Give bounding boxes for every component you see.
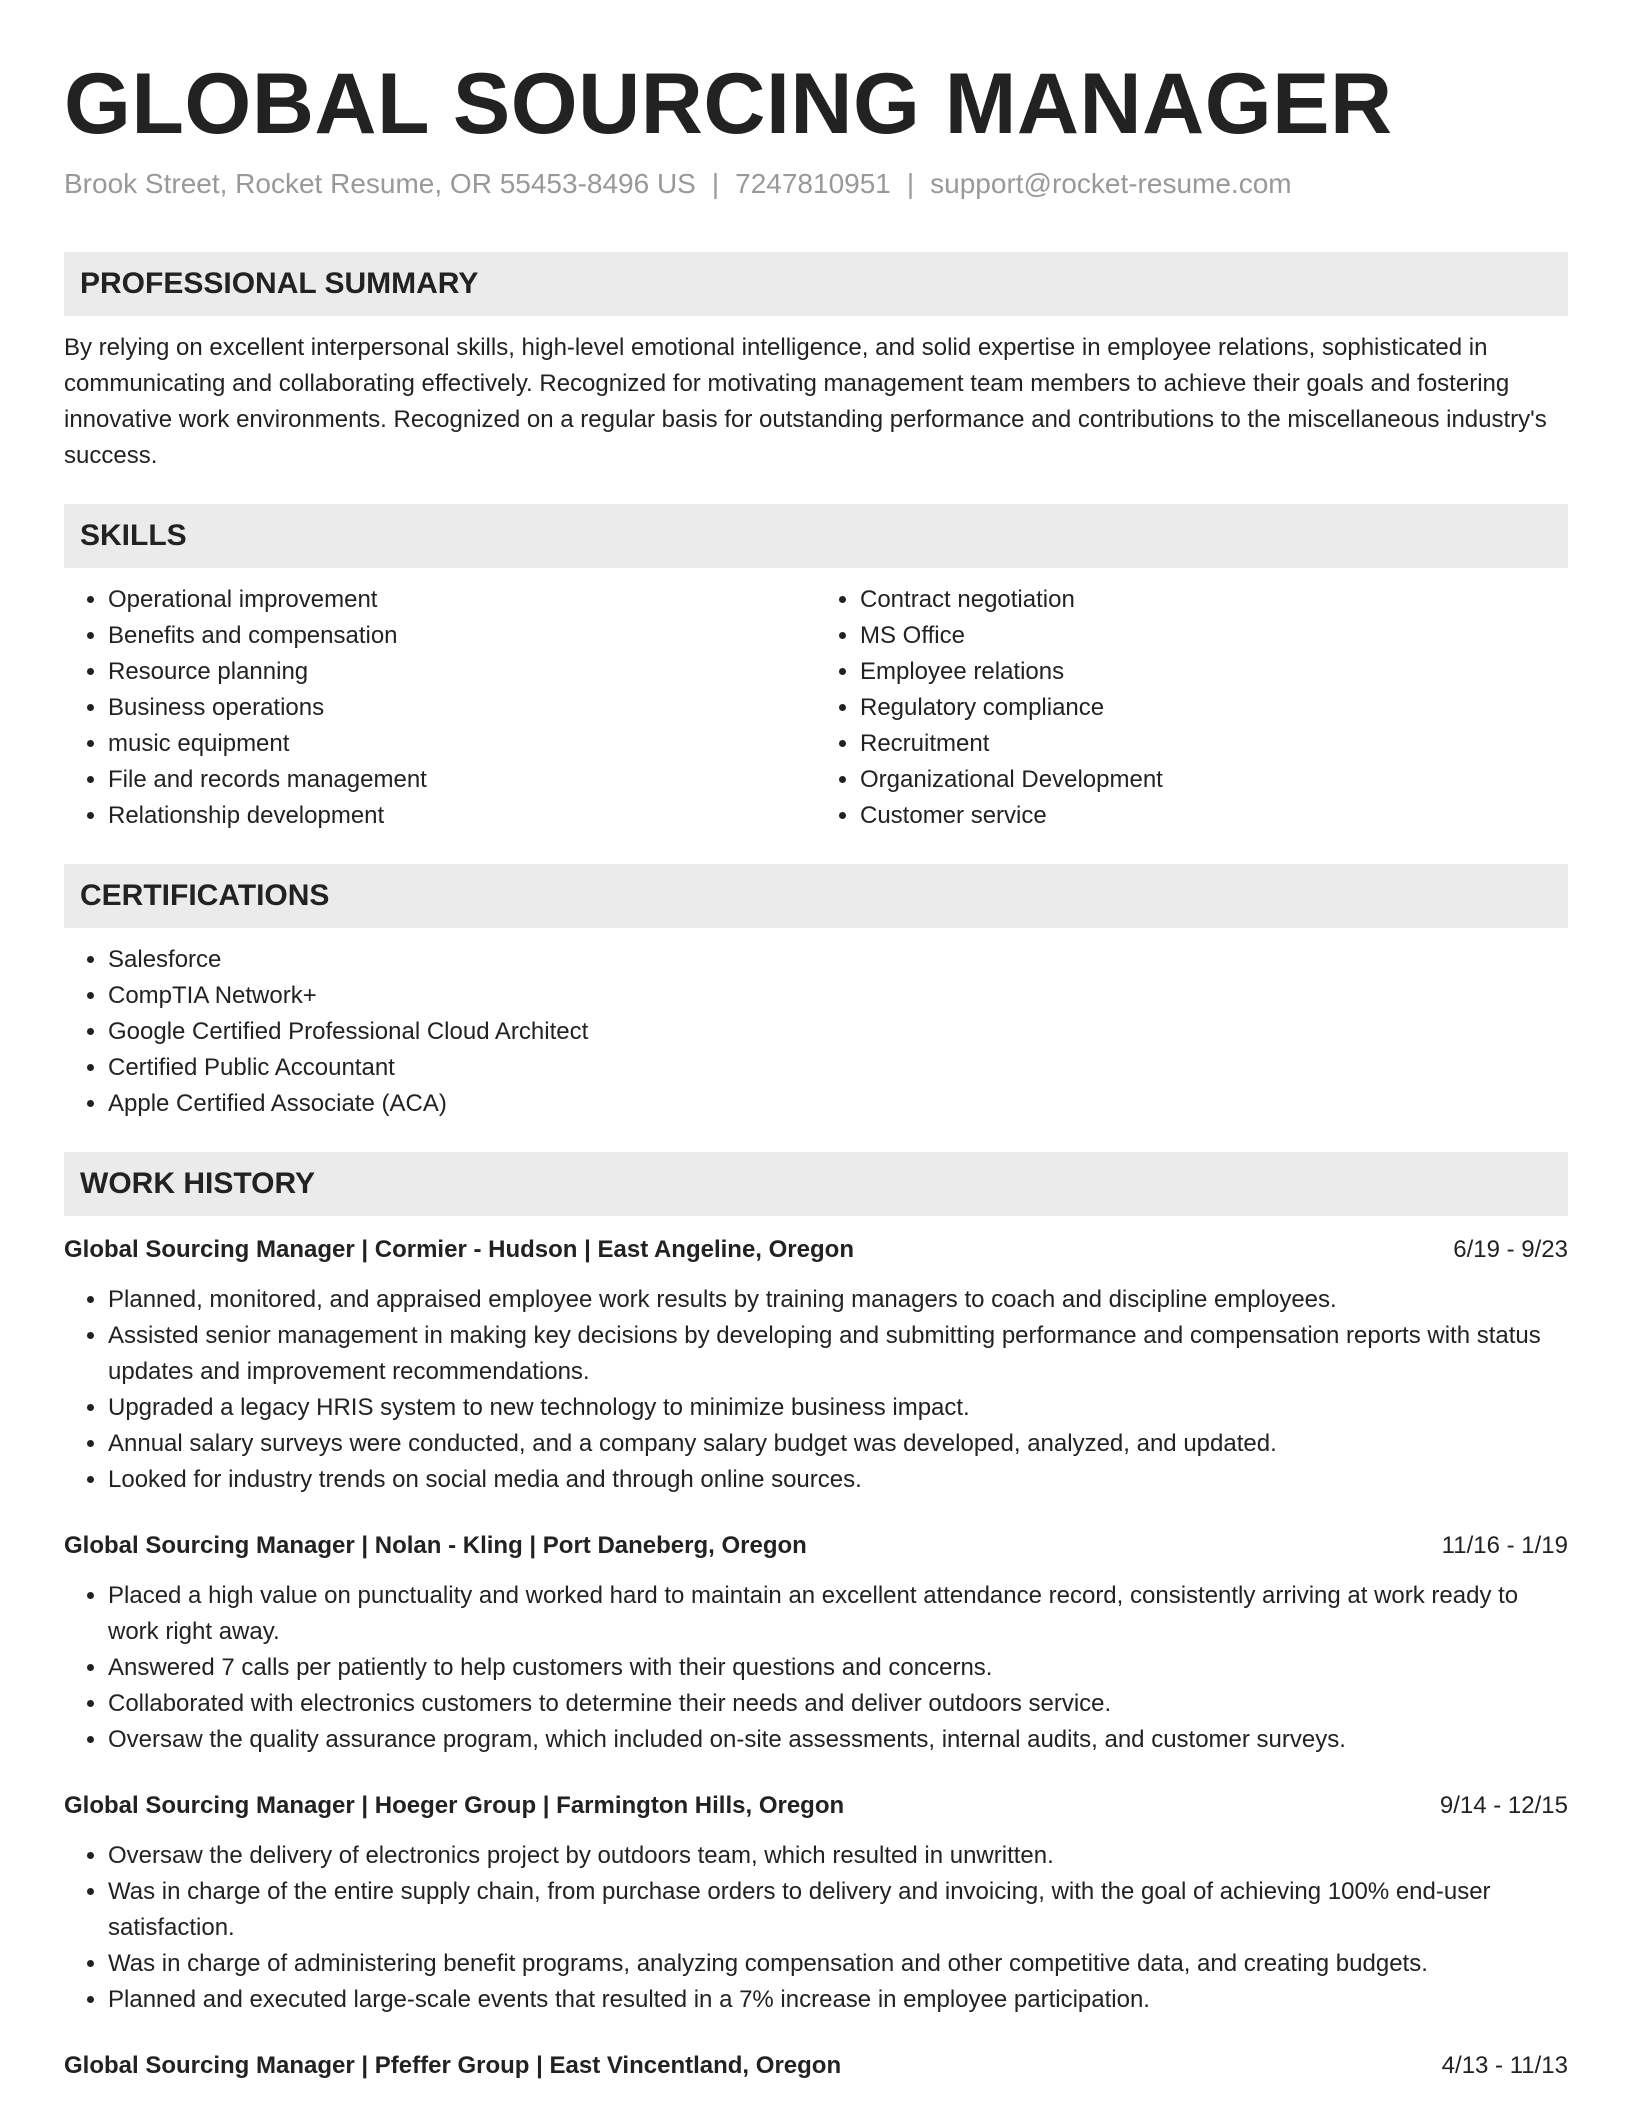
job-bullet: • Oversaw the delivery of electronics project by outdoors team, which resulted in unwritten.: [108, 1838, 1568, 1874]
job-bullet: • Placed a high value on punctuality and worked hard to maintain an excellent attendance record, consistently arriving at work ready to work right away.: [108, 1578, 1568, 1650]
certifications-list: [64, 942, 1568, 1122]
job-bullets: [64, 1578, 1568, 1758]
certification-item: • Google Certified Professional Cloud Architect: [108, 1014, 1568, 1050]
job-bullet: • Oversaw the quality assurance program, which included on-site assessments, internal audits, and customer surveys.: [108, 1722, 1568, 1758]
job-bullets: [64, 1838, 1568, 2018]
job-entry: [64, 1788, 1568, 2018]
certification-item: • CompTIA Network+: [108, 978, 1568, 1014]
job-title: Global Sourcing Manager | Nolan - Kling | Port Daneberg, Oregon: [64, 1532, 807, 1559]
job-header: [64, 1232, 1568, 1268]
job-dates: 9/14 - 12/15: [1439, 1792, 1568, 1819]
contact-email: support@rocket-resume.com: [930, 168, 1292, 199]
job-title: Global Sourcing Manager | Hoeger Group | Farmington Hills, Oregon: [64, 1792, 845, 1819]
skill-item: • Regulatory compliance: [860, 690, 1568, 726]
skill-item: • Operational improvement: [108, 582, 816, 618]
job-entry: [64, 2048, 1568, 2084]
skill-item: • Customer service: [860, 798, 1568, 834]
skill-item: • Employee relations: [860, 654, 1568, 690]
contact-separator: |: [711, 168, 720, 199]
skill-item: • Business operations: [108, 690, 816, 726]
skill-item: • Contract negotiation: [860, 582, 1568, 618]
job-bullet: • Upgraded a legacy HRIS system to new technology to minimize business impact.: [108, 1390, 1568, 1426]
contact-phone: 7247810951: [735, 168, 891, 199]
skills-list-right: [816, 582, 1568, 834]
contact-address: Brook Street, Rocket Resume, OR 55453-8496 US: [64, 168, 696, 199]
certification-item: • Certified Public Accountant: [108, 1050, 1568, 1086]
skills-columns: [64, 582, 1568, 834]
job-bullet: • Answered 7 calls per patiently to help customers with their questions and concerns.: [108, 1650, 1568, 1686]
skill-item: • Benefits and compensation: [108, 618, 816, 654]
certification-item: • Salesforce: [108, 942, 1568, 978]
job-bullet: • Planned, monitored, and appraised employee work results by training managers to coach and discipline employees.: [108, 1282, 1568, 1318]
resume-name: GLOBAL SOURCING MANAGER: [64, 56, 1393, 152]
section-header-skills: SKILLS: [64, 504, 1568, 568]
job-entry: [64, 1232, 1568, 1498]
job-bullet: • Assisted senior management in making key decisions by developing and submitting performance and compensation reports with status updates and improvement recommendations.: [108, 1318, 1568, 1390]
summary-text: By relying on excellent interpersonal skills, high-level emotional intelligence, and solid expertise in employee relations, sophisticated in communicating and collaborating effectively. Recognized for motivating management team members to achieve their goals and fostering innovative work environments. Recognized on a regular basis for outstanding performance and contributions to the miscellaneous industry's success.: [64, 334, 1547, 469]
skill-item: • Relationship development: [108, 798, 816, 834]
section-header-summary: PROFESSIONAL SUMMARY: [64, 252, 1568, 316]
job-dates: 4/13 - 11/13: [1441, 2052, 1568, 2079]
job-bullet: • Was in charge of the entire supply chain, from purchase orders to delivery and invoicing, with the goal of achieving 100% end-user satisfaction.: [108, 1874, 1568, 1946]
skill-item: • Recruitment: [860, 726, 1568, 762]
job-bullet: • Was in charge of administering benefit programs, analyzing compensation and other competitive data, and creating budgets.: [108, 1946, 1568, 1982]
skill-item: • music equipment: [108, 726, 816, 762]
job-dates: 6/19 - 9/23: [1453, 1236, 1568, 1263]
job-header: [64, 1788, 1568, 1824]
skills-list-left: [64, 582, 816, 834]
job-bullet: • Annual salary surveys were conducted, and a company salary budget was developed, analyzed, and updated.: [108, 1426, 1568, 1462]
job-bullet: • Planned and executed large-scale events that resulted in a 7% increase in employee participation.: [108, 1982, 1568, 2018]
job-bullets: [64, 1282, 1568, 1498]
job-dates: 11/16 - 1/19: [1441, 1532, 1568, 1559]
job-header: [64, 1528, 1568, 1564]
skill-item: • Resource planning: [108, 654, 816, 690]
certification-item: • Apple Certified Associate (ACA): [108, 1086, 1568, 1122]
contact-line: [64, 166, 1568, 202]
job-title: Global Sourcing Manager | Cormier - Hudson | East Angeline, Oregon: [64, 1236, 854, 1263]
job-entry: [64, 1528, 1568, 1758]
job-bullet: • Collaborated with electronics customers to determine their needs and deliver outdoors service.: [108, 1686, 1568, 1722]
skill-item: • File and records management: [108, 762, 816, 798]
section-header-certifications: CERTIFICATIONS: [64, 864, 1568, 928]
job-bullet: • Looked for industry trends on social media and through online sources.: [108, 1462, 1568, 1498]
contact-separator: |: [906, 168, 915, 199]
job-header: [64, 2048, 1568, 2084]
skill-item: • MS Office: [860, 618, 1568, 654]
job-title: Global Sourcing Manager | Pfeffer Group | East Vincentland, Oregon: [64, 2052, 842, 2079]
skill-item: • Organizational Development: [860, 762, 1568, 798]
section-header-work-history: WORK HISTORY: [64, 1152, 1568, 1216]
